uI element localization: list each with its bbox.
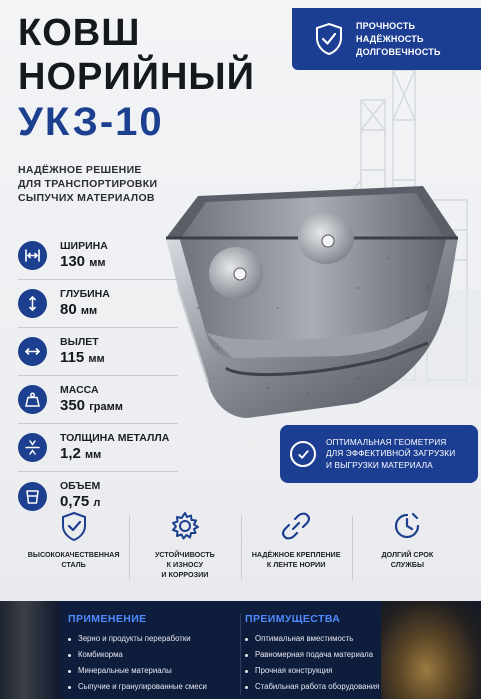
subtitle-line: СЫПУЧИХ МАТЕРИАЛОВ [18, 192, 155, 204]
spec-unit: грамм [89, 400, 123, 413]
bucket-image [158, 178, 478, 438]
spec-label: ОБЪЕМ [60, 480, 101, 492]
spec-value: 0,75 [60, 493, 90, 510]
spec-unit: л [93, 497, 101, 509]
spec-weight [18, 376, 178, 424]
feature-line: СЛУЖБЫ [390, 560, 424, 569]
reach-arrows-icon [18, 337, 47, 366]
advantages-item: Стабильная работа оборудования [245, 679, 390, 695]
feature-line: И КОРРОЗИИ [161, 570, 209, 579]
subtitle-line: ДЛЯ ТРАНСПОРТИРОВКИ [18, 178, 158, 190]
callout-line: И ВЫГРУЗКИ МАТЕРИАЛА [326, 459, 433, 470]
advantages-section [240, 613, 390, 695]
feature-mount [241, 510, 352, 588]
feature-wear [129, 510, 240, 588]
spec-unit: мм [88, 352, 105, 365]
geometry-callout [280, 425, 478, 483]
weight-icon [18, 385, 47, 414]
spec-label: ШИРИНА [60, 239, 108, 252]
spec-value: 1,2 [60, 444, 81, 462]
advantages-title: ПРЕИМУЩЕСТВА [245, 613, 341, 625]
shield-check-icon [58, 510, 90, 542]
check-circle-icon [290, 441, 316, 467]
spec-unit: мм [80, 304, 98, 317]
spec-value: 115 [60, 348, 85, 366]
features-row [18, 510, 463, 588]
spec-unit: мм [89, 256, 106, 269]
spec-value: 350 [60, 396, 86, 414]
grain-pour-image [381, 601, 481, 699]
elevator-buckets-image [0, 601, 60, 699]
shield-check-icon [314, 22, 344, 56]
spec-value: 80 [60, 300, 77, 318]
title-line-1: КОВШ [18, 12, 141, 54]
application-title: ПРИМЕНЕНИЕ [68, 613, 147, 625]
application-item: Комбикорма [68, 647, 228, 663]
application-item: Зерно и продукты переработки [68, 631, 228, 647]
spec-label: МАССА [60, 383, 99, 396]
spec-label: ТОЛЩИНА МЕТАЛЛА [60, 431, 170, 444]
application-item: Сыпучие и гранулированные смеси [68, 679, 228, 695]
quality-badge [292, 8, 481, 70]
product-title [18, 14, 255, 142]
feature-line: СТАЛЬ [61, 560, 86, 569]
title-model: УКЗ-10 [18, 100, 164, 144]
feature-line: К ИЗНОСУ [166, 560, 204, 569]
spec-unit: мм [85, 448, 102, 461]
application-section [68, 613, 228, 695]
spec-value: 130 [60, 252, 86, 270]
feature-line: ДОЛГИЙ СРОК [381, 550, 434, 559]
specs-list [18, 232, 178, 520]
feature-line: НАДЁЖНОЕ КРЕПЛЕНИЕ [251, 550, 341, 559]
application-item: Минеральные материалы [68, 663, 228, 679]
clock-icon [391, 510, 423, 542]
spec-width [18, 232, 178, 280]
title-line-2: НОРИЙНЫЙ [18, 56, 255, 98]
callout-line: ОПТИМАЛЬНАЯ ГЕОМЕТРИЯ [326, 436, 447, 447]
spec-label: ГЛУБИНА [60, 287, 110, 300]
thickness-icon [18, 433, 47, 462]
badge-text [356, 20, 441, 59]
advantages-item: Равномерная подача материала [245, 647, 390, 663]
spec-reach [18, 328, 178, 376]
advantages-item: Оптимальная вместимость [245, 631, 390, 647]
badge-line: ПРОЧНОСТЬ [356, 20, 416, 31]
feature-line: ВЫСОКОКАЧЕСТВЕННАЯ [27, 550, 120, 559]
callout-text [326, 437, 455, 472]
advantages-item: Прочная конструкция [245, 663, 390, 679]
badge-line: ДОЛГОВЕЧНОСТЬ [356, 46, 441, 57]
spec-depth [18, 280, 178, 328]
link-icon [280, 510, 312, 542]
badge-line: НАДЁЖНОСТЬ [356, 33, 424, 44]
volume-cup-icon [18, 482, 47, 511]
feature-steel [18, 510, 129, 588]
feature-line: УСТОЙЧИВОСТЬ [154, 550, 215, 559]
spec-label: ВЫЛЕТ [60, 335, 99, 348]
gear-icon [169, 510, 201, 542]
width-arrows-icon [18, 241, 47, 270]
subtitle-line: НАДЁЖНОЕ РЕШЕНИЕ [18, 164, 142, 176]
callout-line: ДЛЯ ЭФФЕКТИВНОЙ ЗАГРУЗКИ [326, 448, 456, 459]
spec-thickness [18, 424, 178, 472]
feature-lifetime [352, 510, 463, 588]
feature-line: К ЛЕНТЕ НОРИИ [266, 560, 326, 569]
footer-panel [0, 601, 481, 699]
depth-arrows-icon [18, 289, 47, 318]
